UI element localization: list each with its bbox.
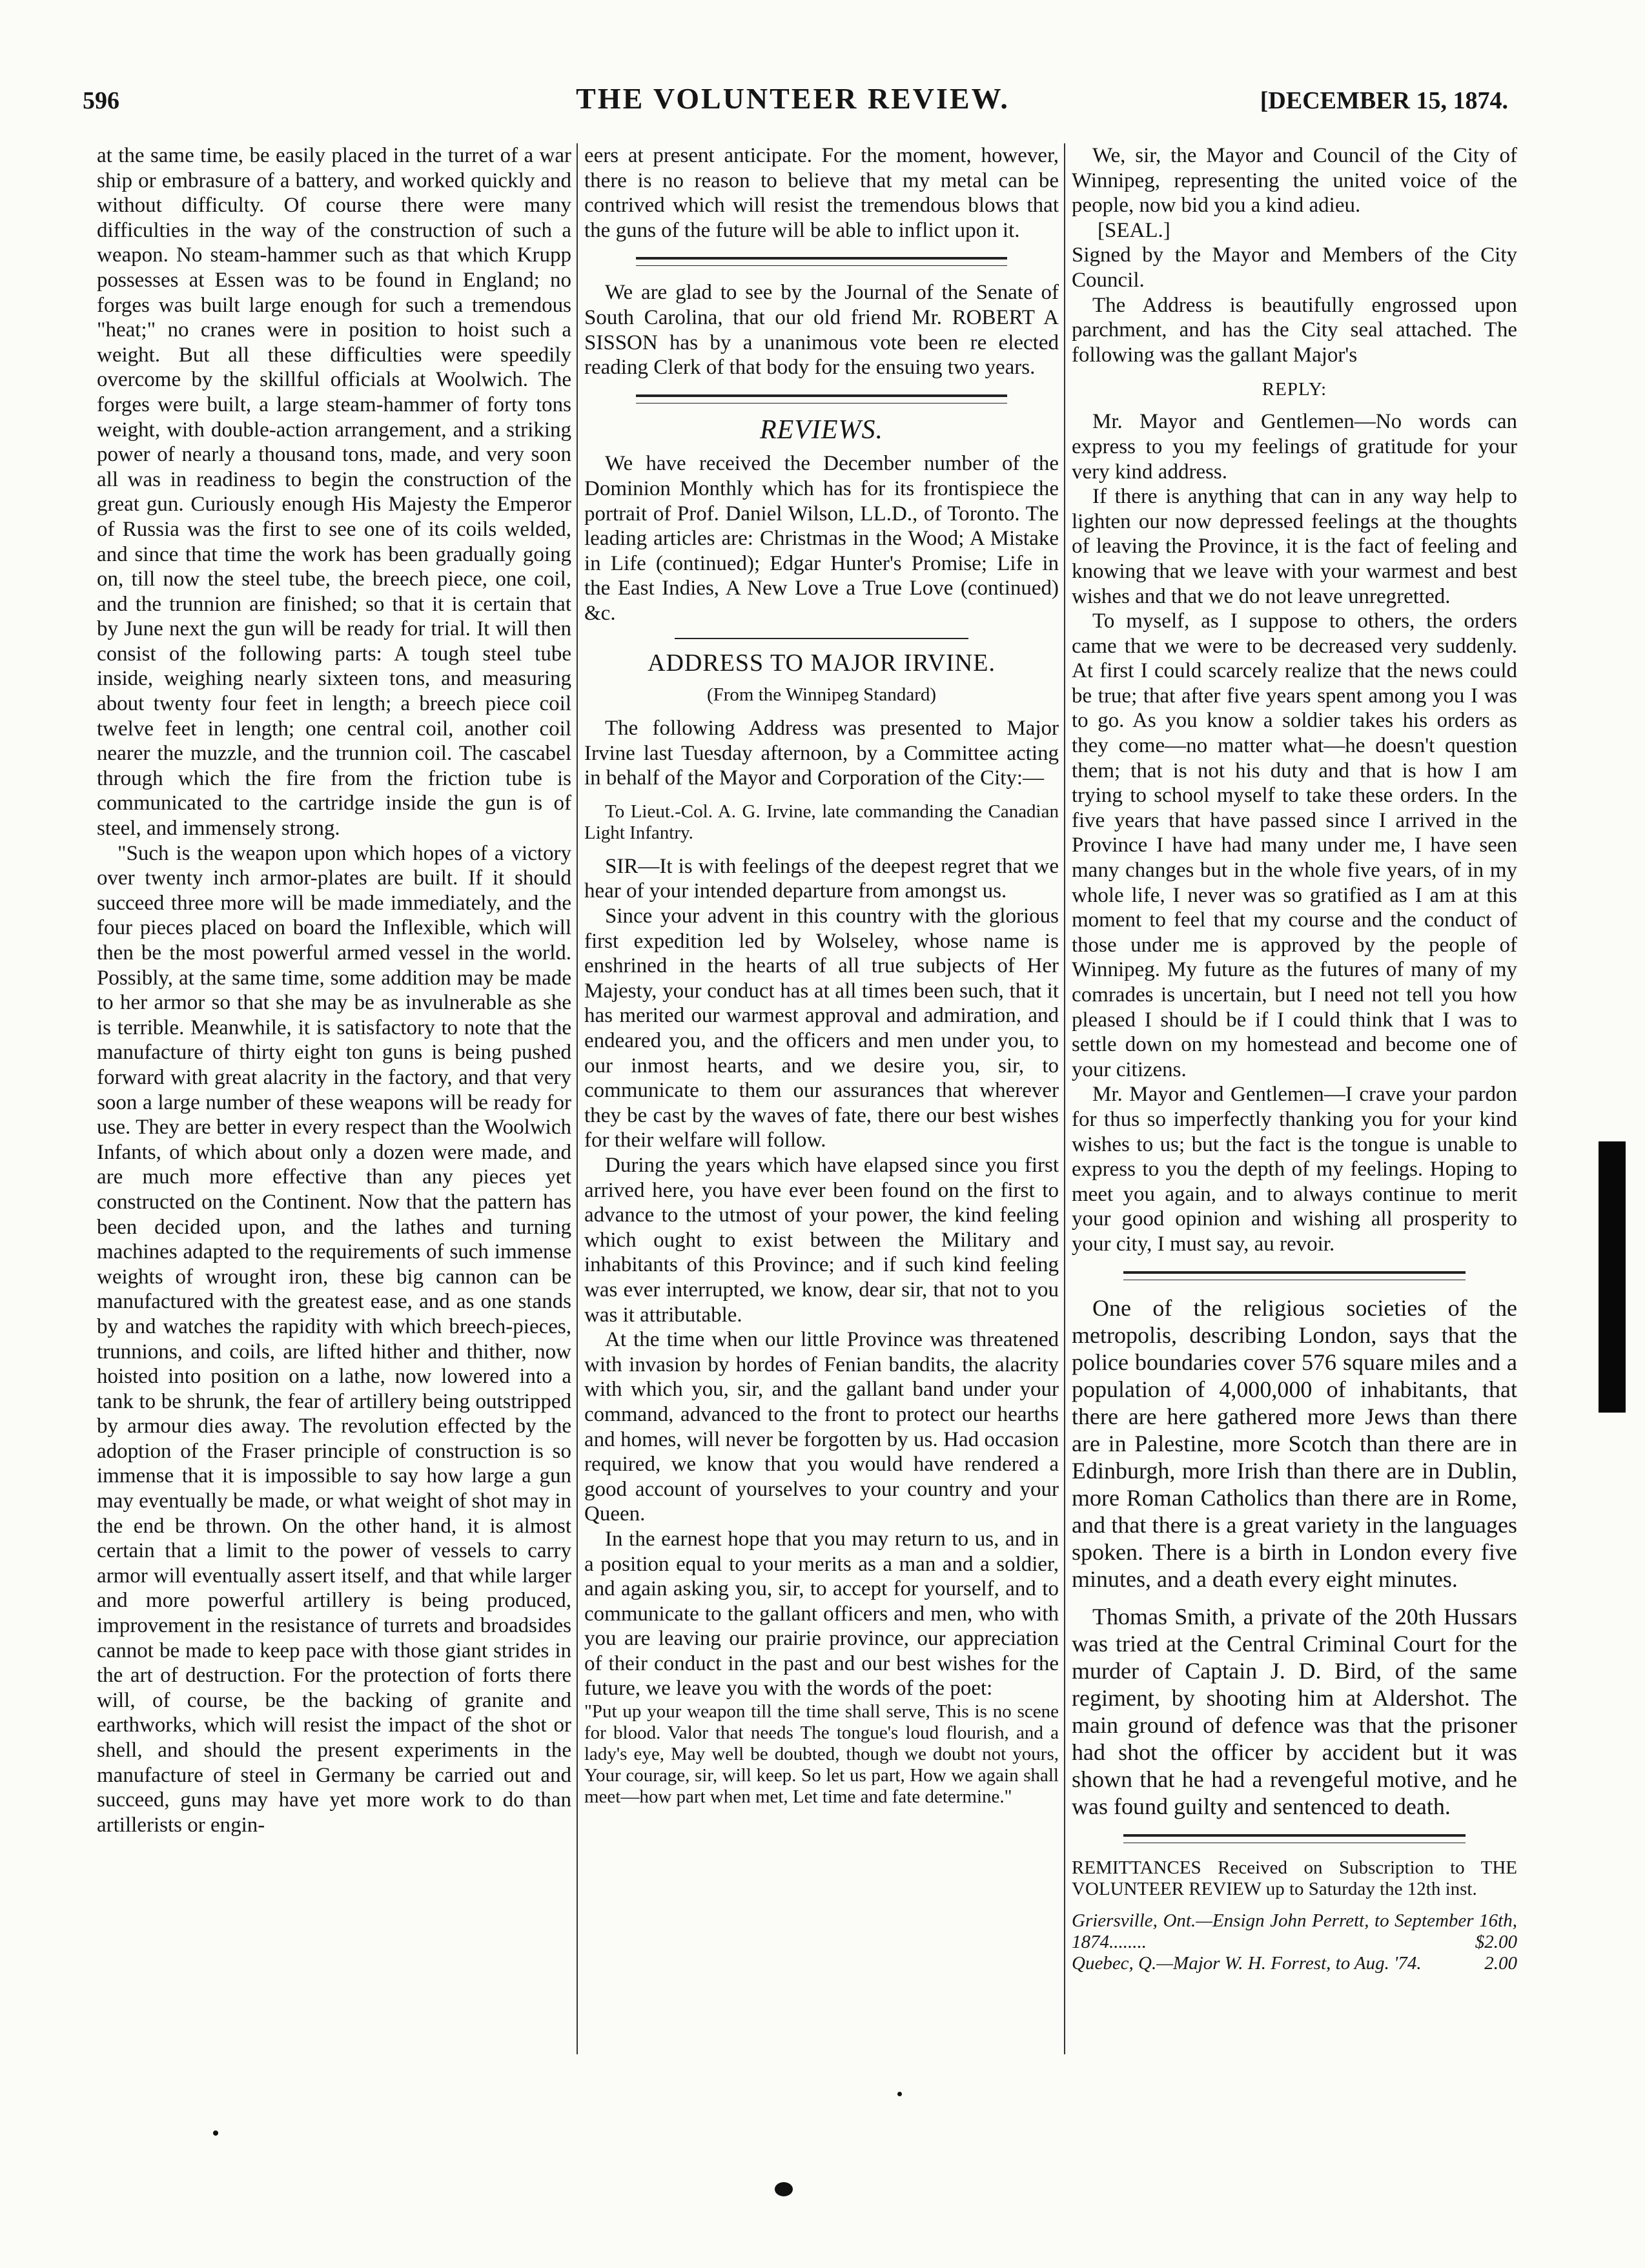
section-separator bbox=[1123, 1834, 1466, 1843]
section-separator bbox=[636, 394, 1007, 404]
ink-speck bbox=[897, 2092, 902, 2096]
remittances-heading: REMITTANCES Received on Subscription to THE VOLUNTEER REVIEW up to Saturday the 12th inst. bbox=[1072, 1857, 1517, 1899]
remittance-amount: $2.00 bbox=[1475, 1931, 1517, 1952]
news-item: Thomas Smith, a private of the 20th Hussars was tried at the Central Criminal Court for the murder of Captain J. D. Bird, of the same regiment, by shooting him at Aldershot. The main ground of defence was that the prisoner had shot the officer by accident but it was shown that he had a revengeful motive, and he was found guilty and sentenced to death. bbox=[1072, 1603, 1517, 1819]
salutation: To Lieut.-Col. A. G. Irvine, late commanding the Canadian Light Infantry. bbox=[584, 801, 1059, 843]
page-number: 596 bbox=[83, 87, 119, 114]
remittance-amount: 2.00 bbox=[1484, 1952, 1517, 1974]
article-paragraph: If there is anything that can in any way help to lighten our now depressed feelings at the thoughts of leaving the Province, it is the fact of feeling and knowing that we leave with your warmest and best wishes and that we do not leave unregretted. bbox=[1072, 485, 1517, 608]
column-3 bbox=[1072, 143, 1517, 2080]
ink-blot bbox=[775, 2182, 793, 2196]
news-item: One of the religious societies of the metropolis, describing London, says that the police boundaries cover 576 square miles and a population of 4,000,000 of inhabitants, that there are here gathered more Jews than there are in Palestine, more Scotch than there are in Edinburgh, more Irish than there are in Dublin, more Roman Catholics than there are in Rome, and that there is a great variety in the languages spoken. There is a birth in London every five minutes, and a death every eight minutes. bbox=[1072, 1294, 1517, 1592]
article-paragraph: Mr. Mayor and Gentlemen—No words can express to you my feelings of gratitude for your very kind address. bbox=[1072, 410, 1517, 484]
article-paragraph: At the time when our little Province was threatened with invasion by hordes of Fenian bandits, the alacrity with which you, sir, and the gallant band under your command, advanced to the front to protect our hearths and homes, will never be forgotten by us. Had occasion required, we know that you would have rendered a good account of yourselves to your country and your Queen. bbox=[584, 1328, 1059, 1526]
article-paragraph: at the same time, be easily placed in the turret of a war ship or embrasure of a battery, and worked quickly and without difficulty. Of course there were many difficulties in the way of the construction of such a weapon. No steam-hammer such as that which Krupp possesses at Essen was to be found in England; no forges was built large enough for such a tremendous "heat;" no cranes were in position to hoist such a weight. But all these difficulties were speedily overcome by the skillful officials at Woolwich. The forges were built, a large steam-hammer of forty tons weight, with double-action arrangement, and a striking power of nearly a thousand tons, made, and very soon all was in readiness to begin the construction of the great gun. Curiously enough His Majesty the Emperor of Russia was the first to see one of its coils welded, and since that time the work has been gradually going on, till now the steel tube, the breech piece, one coil, and the trunnion are finished; so that it is certain that by June next the gun will be ready for trial. It will then consist of the following parts: A tough steel tube inside, weighing nearly sixteen tons, and measuring about twenty four feet in length; a breech piece coil twelve feet in length; one central coil, another coil nearer the muzzle, and the trunnion coil. The cascabel through which the fire from the friction tube is communicated to the cartridge inside the gun is of steel, and immensely strong. bbox=[97, 144, 571, 841]
column-rule bbox=[1064, 143, 1065, 2054]
poem-quote: "Put up your weapon till the time shall serve, This is no scene for blood. Valor that needs The tongue's loud flourish, and a lady's eye, May well be doubted, though we doubt not yours, Your courage, sir, will keep. So let us part, How we again shall meet—how part when met, Let time and fate determine." bbox=[584, 1701, 1059, 1808]
seal-note: [SEAL.] bbox=[1098, 218, 1170, 242]
article-paragraph: The Address is beautifully engrossed upon parchment, and has the City seal attached. The following was the gallant Major's bbox=[1072, 293, 1517, 367]
article-paragraph: The following Address was presented to Major Irvine last Tuesday afternoon, by a Committee acting in behalf of the Mayor and Corporation of the City:— bbox=[584, 717, 1059, 790]
column-1 bbox=[97, 143, 571, 2080]
ink-speck bbox=[213, 2130, 218, 2136]
article-source: (From the Winnipeg Standard) bbox=[706, 684, 937, 706]
section-separator bbox=[636, 257, 1007, 266]
article-paragraph: Since your advent in this country with the glorious first expedition led by Wolseley, whose name is enshrined in the hearts of all true subjects of Her Majesty, your conduct has at all times been such, that it has merited our warmest approval and admiration, and endeared you, and the officers and men under you, to our inmost hearts, and we desire you, sir, to communicate to them our assurances that wherever they be cast by the waves of fate, there our best wishes for their welfare will follow. bbox=[584, 904, 1059, 1152]
reviews-heading: REVIEWS. bbox=[759, 414, 884, 445]
article-paragraph: Mr. Mayor and Gentlemen—I crave your pardon for thus so imperfectly thanking you for your kind wishes to us; but the fact is the tongue is unable to express to you the depth of my feelings. Hoping to meet you again, and to always continue to merit your good opinion and wishing all prosperity to your city, I must say, au revoir. bbox=[1072, 1083, 1517, 1256]
issue-date: [DECEMBER 15, 1874. bbox=[1260, 87, 1508, 114]
article-paragraph: To myself, as I suppose to others, the orders came that we were to be decreased very suddenly. At first I could scarcely realize that the news could be true; that after five years spent among you I was to go. As you know a soldier takes his orders as they come—no matter what—he doesn't question them; that is not his duty and that is how I am trying to school myself to take these orders. In the five years that have passed since I arrived in the Province I have had many under me, I have seen many changes but in the whole five years, of in my whole life, I never was so gratified as I am at this moment to feel that my course and the conduct of those under me is approved by the people of Winnipeg. My future as the futures of many of my comrades is uncertain, but I need not tell you how pleased I should be if I could think that I was to settle down on my homestead and become one of your citizens. bbox=[1072, 609, 1517, 1081]
newspaper-title: THE VOLUNTEER REVIEW. bbox=[576, 82, 1010, 115]
remittance-entry bbox=[1072, 1953, 1517, 1974]
article-paragraph: "Such is the weapon upon which hopes of a victory over twenty inch armor-plates are built. If it should succeed three more will be made immediately, and the four pieces placed on board the Inflexible, which will then be the most powerful armed vessel in the world. Possibly, at the same time, some addition may be made to her armor so that she may be as invulnerable as she is terrible. Meanwhile, it is satisfactory to note that the manufacture of thirty eight ton guns is being pushed forward with great alacrity in the factory, and that very soon a large number of these weapons will be ready for use. They are better in every respect than the Woolwich Infants, of which about only a dozen were made, and are much more effective than any pieces yet constructed on the Continent. Now that the pattern has been decided upon, and the lathes and turning machines adapted to the requirements of such immense weights of wrought iron, these big cannon can be manufactured with the greatest ease, and as one stands by and watches the rapidity with which breech-pieces, trunnions, and coils, are lifted hither and thither, now hoisted into position on a lathe, now lowered into a tank to be shrunk, the fear of artillery being outstripped by armour dies away. The revolution effected by the adoption of the Fraser principle of construction is so immense that it is impossible to say how large a gun may eventually be made, or what weight of shot may in the end be thrown. On the other hand, it is almost certain that a limit to the power of vessels to carry armor will eventually assert itself, and that while larger and more powerful artillery is being produced, improvement in the resistance of turrets and broadsides cannot be made to keep pace with those giant strides in the art of destruction. For the protection of forts there will, of course, be the backing of granite and earthworks, which will resist the impact of the shot or shell, and should the present experiments in the manufacture of steel in Germany be carried out and succeed, guns may have yet more work to do than artillerists or engin- bbox=[97, 841, 571, 1837]
review-paragraph: We have received the December number of the Dominion Monthly which has for its frontispiece the portrait of Prof. Daniel Wilson, LL.D., of Toronto. The leading articles are: Christmas in the Wood; A Mistake in Life (continued); Edgar Hunter's Promise; Life in the East Indies, A New Love a True Love (continued) &c. bbox=[584, 452, 1059, 625]
article-paragraph: During the years which have elapsed since you first arrived here, you have ever been found on the first to advance to the utmost of your power, the kind feeling which ought to exist between the Military and inhabitants of this Province; and if such kind feeling was ever interrupted, we know, dear sir, that not to you was it attributable. bbox=[584, 1154, 1059, 1327]
news-item: We are glad to see by the Journal of the Senate of South Carolina, that our old friend Mr. ROBERT A SISSON has by a unanimous vote been re elected reading Clerk of that body for the ensuing two years. bbox=[584, 281, 1059, 380]
article-paragraph: eers at present anticipate. For the moment, however, there is no reason to believe that my metal can be contrived which will resist the tremendous blows that the guns of the future will be able to inflict upon it. bbox=[584, 144, 1059, 242]
address-heading: ADDRESS TO MAJOR IRVINE. bbox=[648, 649, 996, 677]
signature-line: Signed by the Mayor and Members of the City Council. bbox=[1072, 243, 1517, 292]
remittance-entry bbox=[1072, 1910, 1517, 1953]
article-paragraph: In the earnest hope that you may return to us, and in a position equal to your merits as a man and a soldier, and again asking you, sir, to accept for yourself, and to communicate to the gallant officers and men, who with you are leaving our prairie province, our appreciation of their conduct in the past and our best wishes for the future, we leave you with the words of the poet: bbox=[584, 1527, 1059, 1701]
masthead bbox=[77, 77, 1508, 123]
remittance-text: Quebec, Q.—Major W. H. Forrest, to Aug. '74. bbox=[1072, 1952, 1422, 1974]
section-separator bbox=[1123, 1271, 1466, 1280]
reply-heading: REPLY: bbox=[1262, 379, 1327, 400]
section-separator bbox=[675, 638, 968, 639]
article-paragraph: We, sir, the Mayor and Council of the City of Winnipeg, representing the united voice of the people, now bid you a kind adieu. bbox=[1072, 144, 1517, 218]
remittance-text: Griersville, Ont.—Ensign John Perrett, to September 16th, 1874........ bbox=[1072, 1910, 1517, 1952]
scan-margin-mark bbox=[1599, 1141, 1626, 1413]
column-rule bbox=[577, 143, 578, 2054]
column-2 bbox=[584, 143, 1059, 2080]
article-paragraph: SIR—It is with feelings of the deepest regret that we hear of your intended departure from amongst us. bbox=[584, 854, 1059, 903]
